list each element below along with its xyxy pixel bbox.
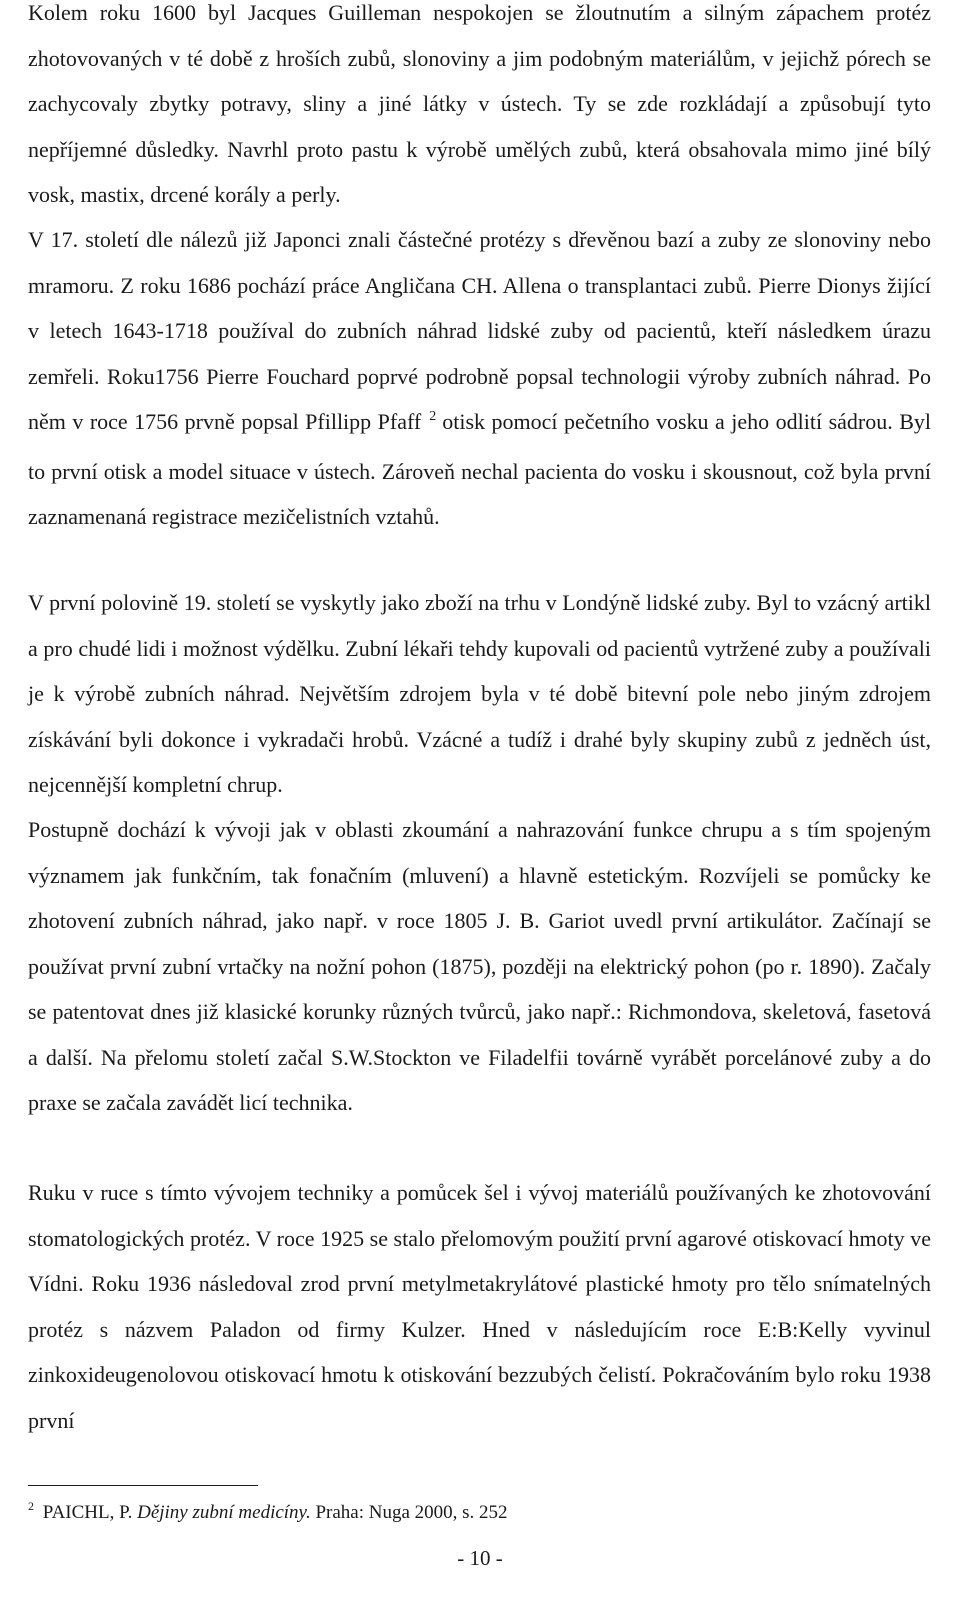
footnote xyxy=(28,1500,508,1527)
paragraph-5 xyxy=(28,1170,931,1443)
footnote-mark: 2 xyxy=(28,1499,34,1513)
footnote-reference[interactable]: 2 xyxy=(429,409,437,424)
paragraph-2-text-b: otisk pomocí pečetního vosku a jeho odlití sádrou. Byl to první otisk a model situace v ústech. Zároveň nechal pacienta do vosku i skousnout, což byla první zaznamenaná registrace mezičelistních vztahů. xyxy=(28,409,932,529)
paragraph-2 xyxy=(28,217,931,540)
footnote-author: PAICHL, P. xyxy=(42,1502,133,1523)
footnote-title: Dějiny zubní medicíny. xyxy=(137,1502,311,1523)
paragraph-4 xyxy=(28,807,931,1126)
footnote-publisher: Praha: Nuga 2000, s. 252 xyxy=(315,1502,508,1523)
paragraph-3 xyxy=(28,580,931,808)
paragraph-2-text-a: V 17. století dle nálezů již Japonci znali částečné protézy s dřevěnou bazí a zuby ze slonoviny nebo mramoru. Z roku 1686 pochází práce Angličana CH. Allena o transplantaci zubů. Pierre Dionys žijící v letech 1643-1718 používal do zubních náhrad lidské zuby od pacientů, kteří následkem úrazu zemřeli. Roku1756 Pierre Fouchard poprvé podrobně popsal technologii výroby zubních náhrad. Po něm v roce 1756 prvně popsal Pfillipp Pfaff xyxy=(28,227,931,434)
page-number: - 10 - xyxy=(457,1546,503,1570)
paragraph-1-text: Kolem roku 1600 byl Jacques Guilleman nespokojen se žloutnutím a silným zápachem protéz zhotovovaných v té době z hroších zubů, slonoviny a jim podobným materiálům, v jejichž pórech se zachycovaly zbytky potravy, sliny a jiné látky v ústech. Ty se zde rozkládají a způsobují tyto nepříjemné důsledky. Navrhl proto pastu k výrobě umělých zubů, která obsahovala mimo jiné bílý vosk, mastix, drcené korály a perly. xyxy=(28,0,931,207)
footnote-separator xyxy=(28,1485,258,1486)
paragraph-3-text: V první polovině 19. století se vyskytly jako zboží na trhu v Londýně lidské zuby. Byl to vzácný artikl a pro chudé lidi i možnost výdělku. Zubní lékaři tehdy kupovali od pacientů vytržené zuby a používali je k výrobě zubních náhrad. Největším zdrojem byla v té době bitevní pole nebo jiným zdrojem získávání byli dokonce i vykradači hrobů. Vzácné a tudíž i drahé byly skupiny zubů z jedněch úst, nejcennější kompletní chrup. xyxy=(28,590,931,797)
paragraph-5-text: Ruku v ruce s tímto vývojem techniky a pomůcek šel i vývoj materiálů používaných ke zhotovování stomatologických protéz. V roce 1925 se stalo přelomovým použití první agarové otiskovací hmoty ve Vídni. Roku 1936 následoval zrod první metylmetakrylátové plastické hmoty pro tělo snímatelných protéz s názvem Paladon od firmy Kulzer. Hned v následujícím roce E:B:Kelly vyvinul zinkoxideugenolovou otiskovací hmotu k otiskování bezzubých čelistí. Pokračováním bylo roku 1938 první xyxy=(28,1180,931,1433)
paragraph-1 xyxy=(28,0,931,218)
paragraph-4-text: Postupně dochází k vývoji jak v oblasti zkoumání a nahrazování funkce chrupu a s tím spojeným významem jak funkčním, tak fonačním (mluvení) a hlavně estetickým. Rozvíjeli se pomůcky ke zhotovení zubních náhrad, jako např. v roce 1805 J. B. Gariot uvedl první artikulátor. Začínají se používat první zubní vrtačky na nožní pohon (1875), později na elektrický pohon (po r. 1890). Začaly se patentovat dnes již klasické korunky různých tvůrců, jako např.: Richmondova, skeletová, fasetová a další. Na přelomu století začal S.W.Stockton ve Filadelfii továrně vyrábět porcelánové zuby a do praxe se začala zavádět licí technika. xyxy=(28,817,931,1115)
